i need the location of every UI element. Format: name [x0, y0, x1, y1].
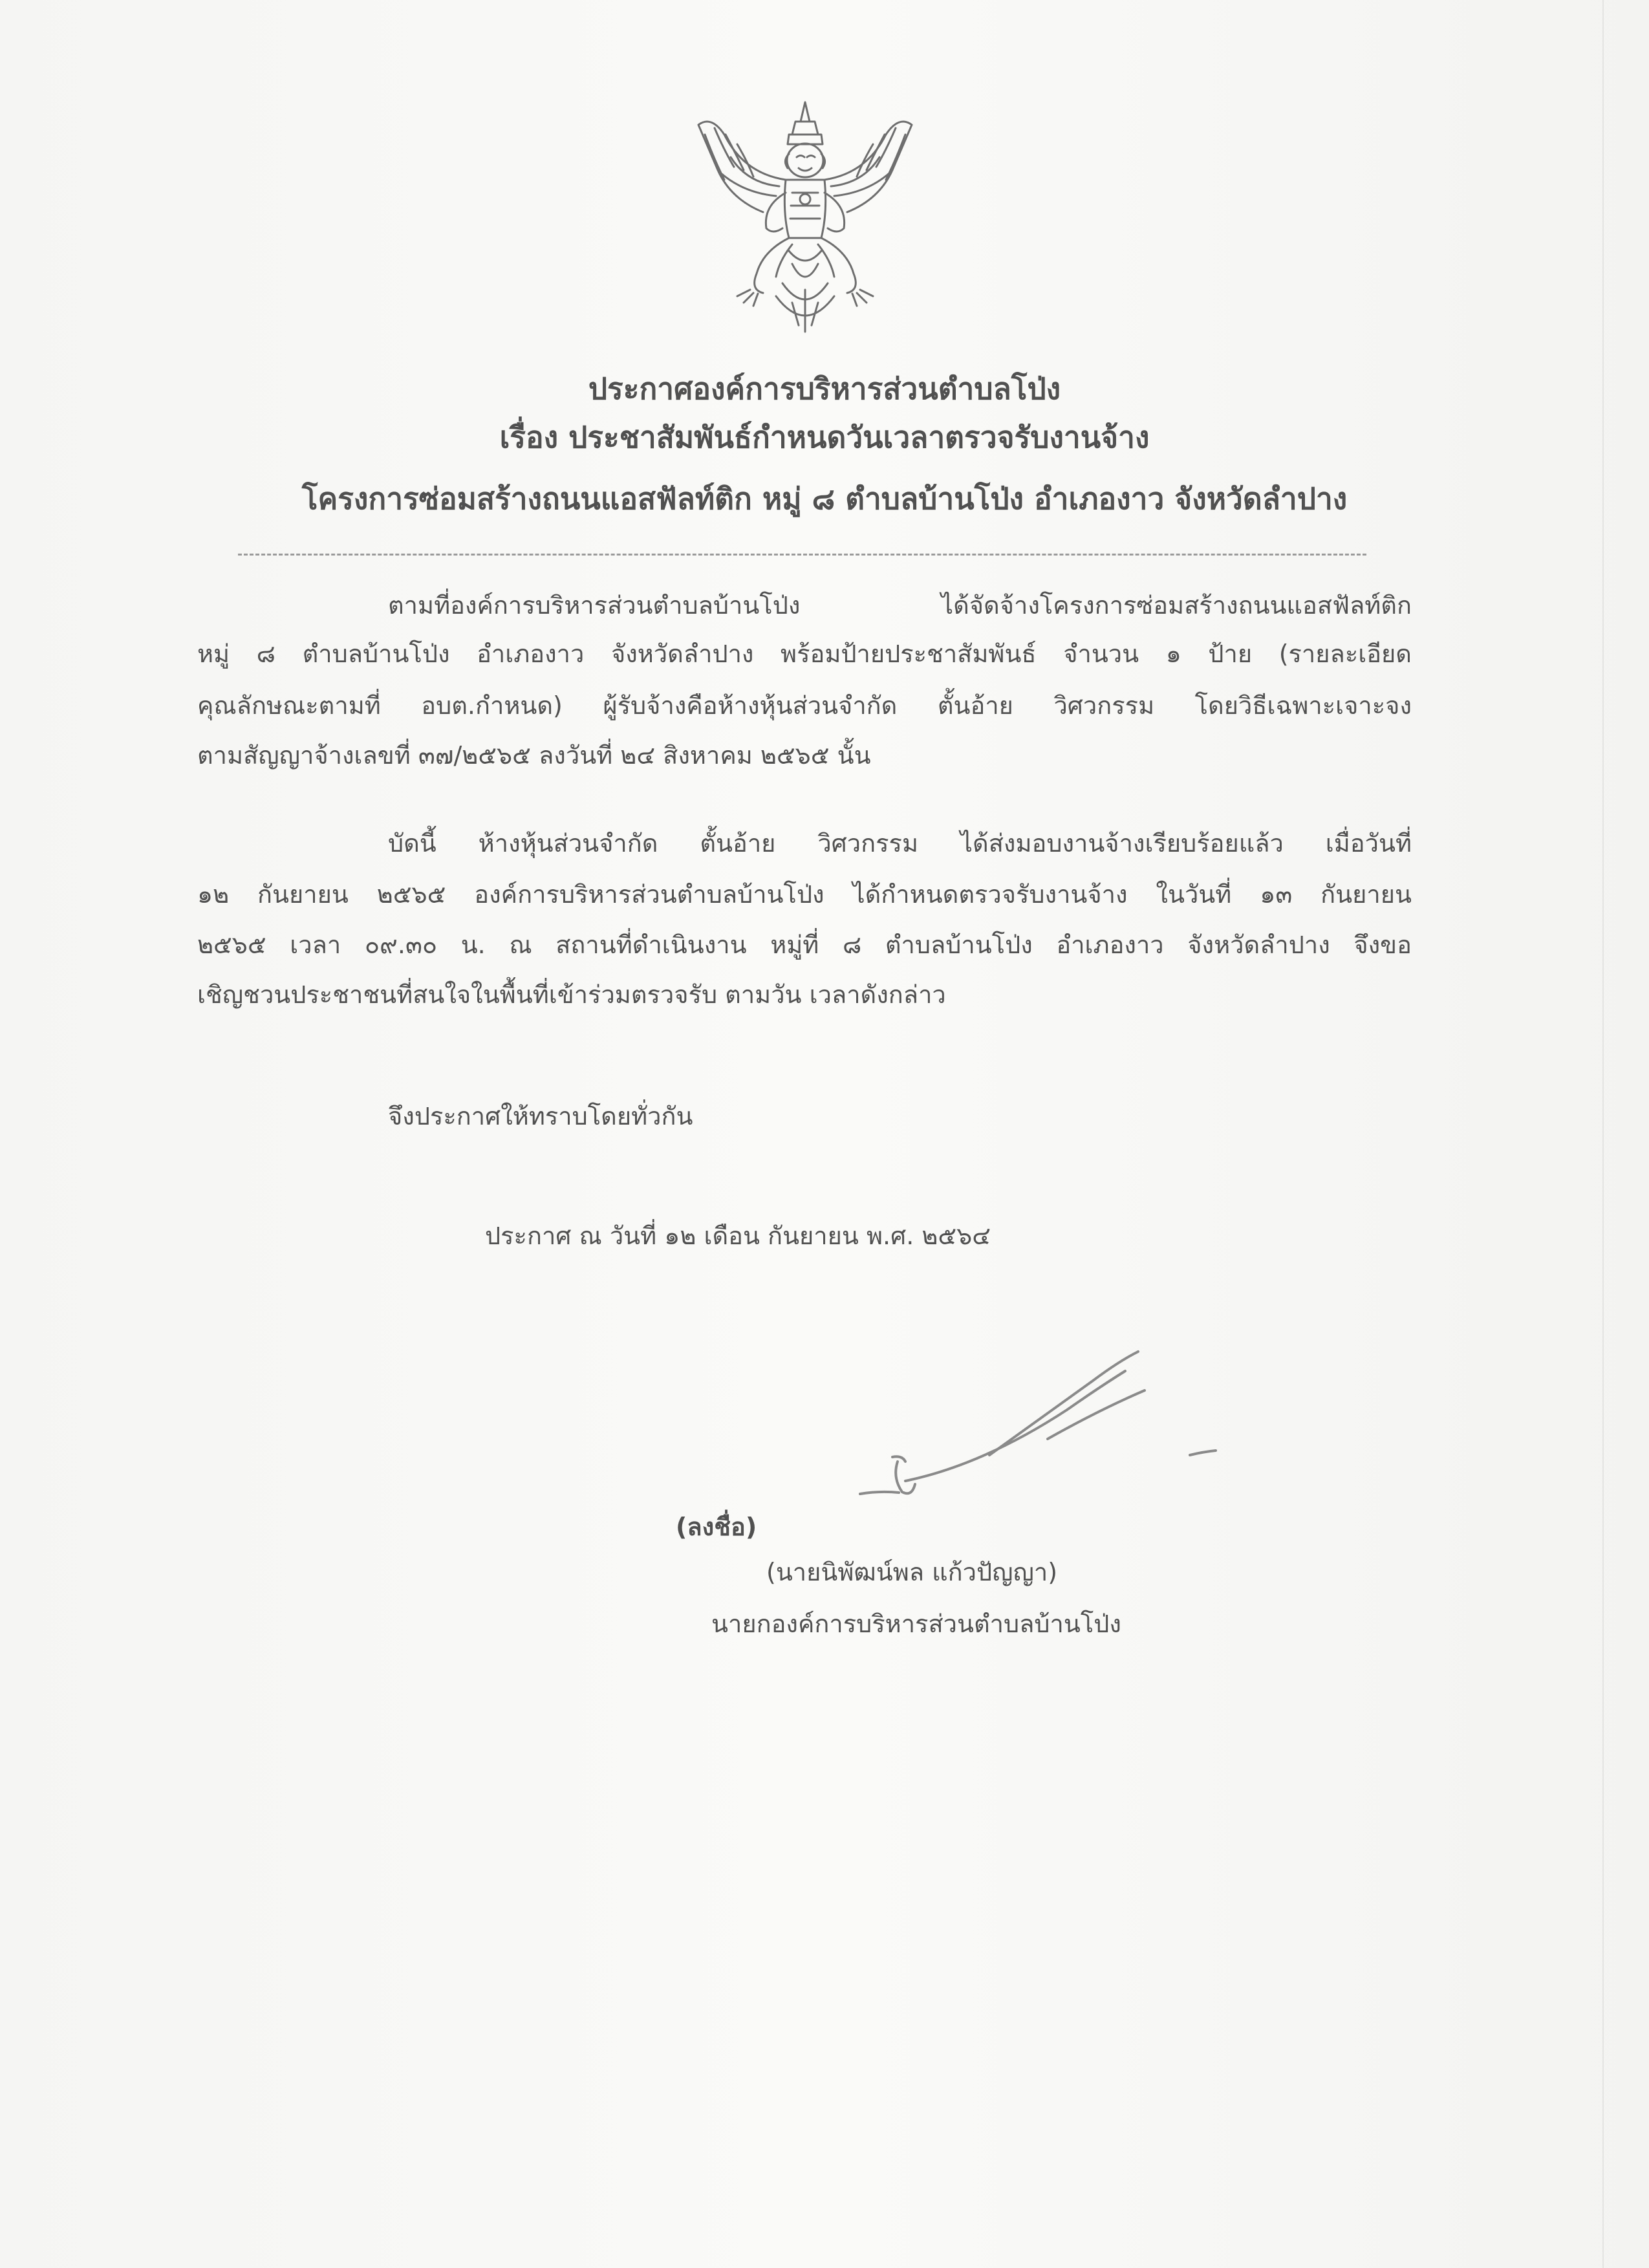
paragraph1-line1: ตามที่องค์การบริหารส่วนตำบลบ้านโป่ง ได้จัดจ้างโครงการซ่อมสร้างถนนแอสฟัลท์ติก	[388, 591, 1412, 620]
paragraph2-line3: ๒๕๖๕ เวลา ๐๙.๓๐ น. ณ สถานที่ดำเนินงาน หมู่ที่ ๘ ตำบลบ้านโป่ง อำเภองาว จังหวัดลำปาง จึงขอ	[197, 931, 1412, 959]
paragraph1-line4: ตามสัญญาจ้างเลขที่ ๓๗/๒๕๖๕ ลงวันที่ ๒๔ สิงหาคม ๒๕๖๕ นั้น	[197, 741, 871, 770]
paragraph2-line1: บัดนี้ ห้างหุ้นส่วนจำกัด ตั้นอ้าย วิศวกรรม ได้ส่งมอบงานจ้างเรียบร้อยแล้ว เมื่อวันที่	[388, 829, 1412, 858]
closing-statement: จึงประกาศให้ทราบโดยทั่วกัน	[388, 1102, 693, 1130]
paper-edge-shadow	[1602, 0, 1604, 2268]
paragraph2-line2: ๑๒ กันยายน ๒๕๖๕ องค์การบริหารส่วนตำบลบ้านโป่ง ได้กำหนดตรวจรับงานจ้าง ในวันที่ ๑๓ กันยายน	[197, 880, 1412, 909]
paragraph1-line2: หมู่ ๘ ตำบลบ้านโป่ง อำเภองาว จังหวัดลำปาง พร้อมป้ายประชาสัมพันธ์ จำนวน ๑ ป้าย (รายละเอียด	[197, 640, 1412, 668]
paragraph1-line3: คุณลักษณะตามที่ อบต.กำหนด) ผู้รับจ้างคือห้างหุ้นส่วนจำกัด ตั้นอ้าย วิศวกรรม โดยวิธีเฉพาะเจาะจง	[197, 691, 1412, 720]
signer-position: นายกองค์การบริหารส่วนตำบลบ้านโป่ง	[711, 1610, 1121, 1638]
signer-name: (นายนิพัฒน์พล แก้วปัญญา)	[766, 1558, 1058, 1586]
announcement-project: โครงการซ่อมสร้างถนนแอสฟัลท์ติก หมู่ ๘ ตำบลบ้านโป่ง อำเภองาว จังหวัดลำปาง	[301, 481, 1348, 516]
announcement-subject: เรื่อง ประชาสัมพันธ์กำหนดวันเวลาตรวจรับงานจ้าง	[499, 420, 1150, 455]
garuda-emblem-icon	[685, 96, 925, 341]
sign-label: (ลงชื่อ)	[676, 1513, 757, 1541]
handwritten-signature	[854, 1342, 1229, 1504]
announcement-title: ประกาศองค์การบริหารส่วนตำบลโป่ง	[588, 371, 1061, 406]
announcement-date: ประกาศ ณ วันที่ ๑๒ เดือน กันยายน พ.ศ. ๒๕๖๔	[485, 1222, 991, 1250]
title-divider	[238, 554, 1366, 556]
paragraph2-line4: เชิญชวนประชาชนที่สนใจในพื้นที่เข้าร่วมตรวจรับ ตามวัน เวลาดังกล่าว	[197, 980, 946, 1009]
